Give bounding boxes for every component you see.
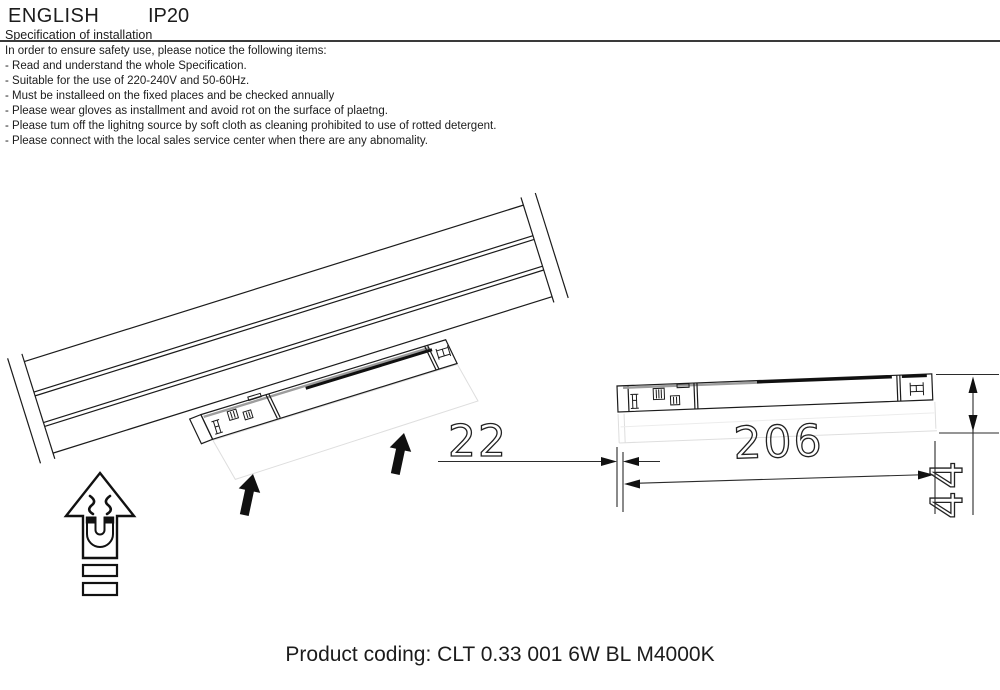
dim-label-22: 22 xyxy=(448,416,508,467)
module-left-endcap xyxy=(189,413,212,444)
spring-clip-icon xyxy=(436,346,451,360)
ip-rating-label: IP20 xyxy=(148,5,190,27)
dimension-overhang-22 xyxy=(438,416,660,512)
safety-item: - Read and understand the whole Specification. xyxy=(5,60,247,72)
safety-item: - Please tum off the lighitng source by soft cloth as cleaning prohibited to use of rotted detergent. xyxy=(5,120,497,132)
spring-clip-icon xyxy=(630,394,639,408)
module-diffuser-outline xyxy=(213,362,480,483)
magnet-install-icon xyxy=(66,473,134,595)
safety-item: - Suitable for the use of 220-240V and 50-60Hz. xyxy=(5,75,250,87)
safety-item: - Must be installeed on the fixed places and be checked annually xyxy=(5,90,335,102)
spring-clip-icon xyxy=(910,382,923,395)
track-bar xyxy=(83,583,117,595)
magnetic-flux-line xyxy=(89,496,94,514)
safety-item: - Please wear gloves as installment and avoid rot on the surface of plaetng. xyxy=(5,105,388,117)
install-direction-arrow xyxy=(385,431,415,477)
safety-intro: In order to ensure safety use, please notice the following items: xyxy=(5,45,327,57)
up-arrow-outline xyxy=(66,473,134,558)
light-module-isometric xyxy=(189,333,480,487)
magnetic-flux-line xyxy=(106,496,111,514)
dimension-length-206 xyxy=(624,416,935,514)
spring-clip-icon xyxy=(211,420,222,435)
language-label: ENGLISH xyxy=(8,5,100,27)
product-coding: Product coding: CLT 0.33 001 6W BL M4000K xyxy=(285,643,715,666)
track-bar xyxy=(83,565,117,576)
dimension-height-44 xyxy=(922,375,999,520)
dim-label-206: 206 xyxy=(732,415,825,470)
safety-item: - Please connect with the local sales service center when there are any abnomality. xyxy=(5,135,428,147)
horseshoe-magnet-icon xyxy=(86,496,114,547)
section-title: Specification of installation xyxy=(5,28,153,42)
dim-label-44: 44 xyxy=(922,459,973,519)
connector-contacts xyxy=(653,388,680,406)
